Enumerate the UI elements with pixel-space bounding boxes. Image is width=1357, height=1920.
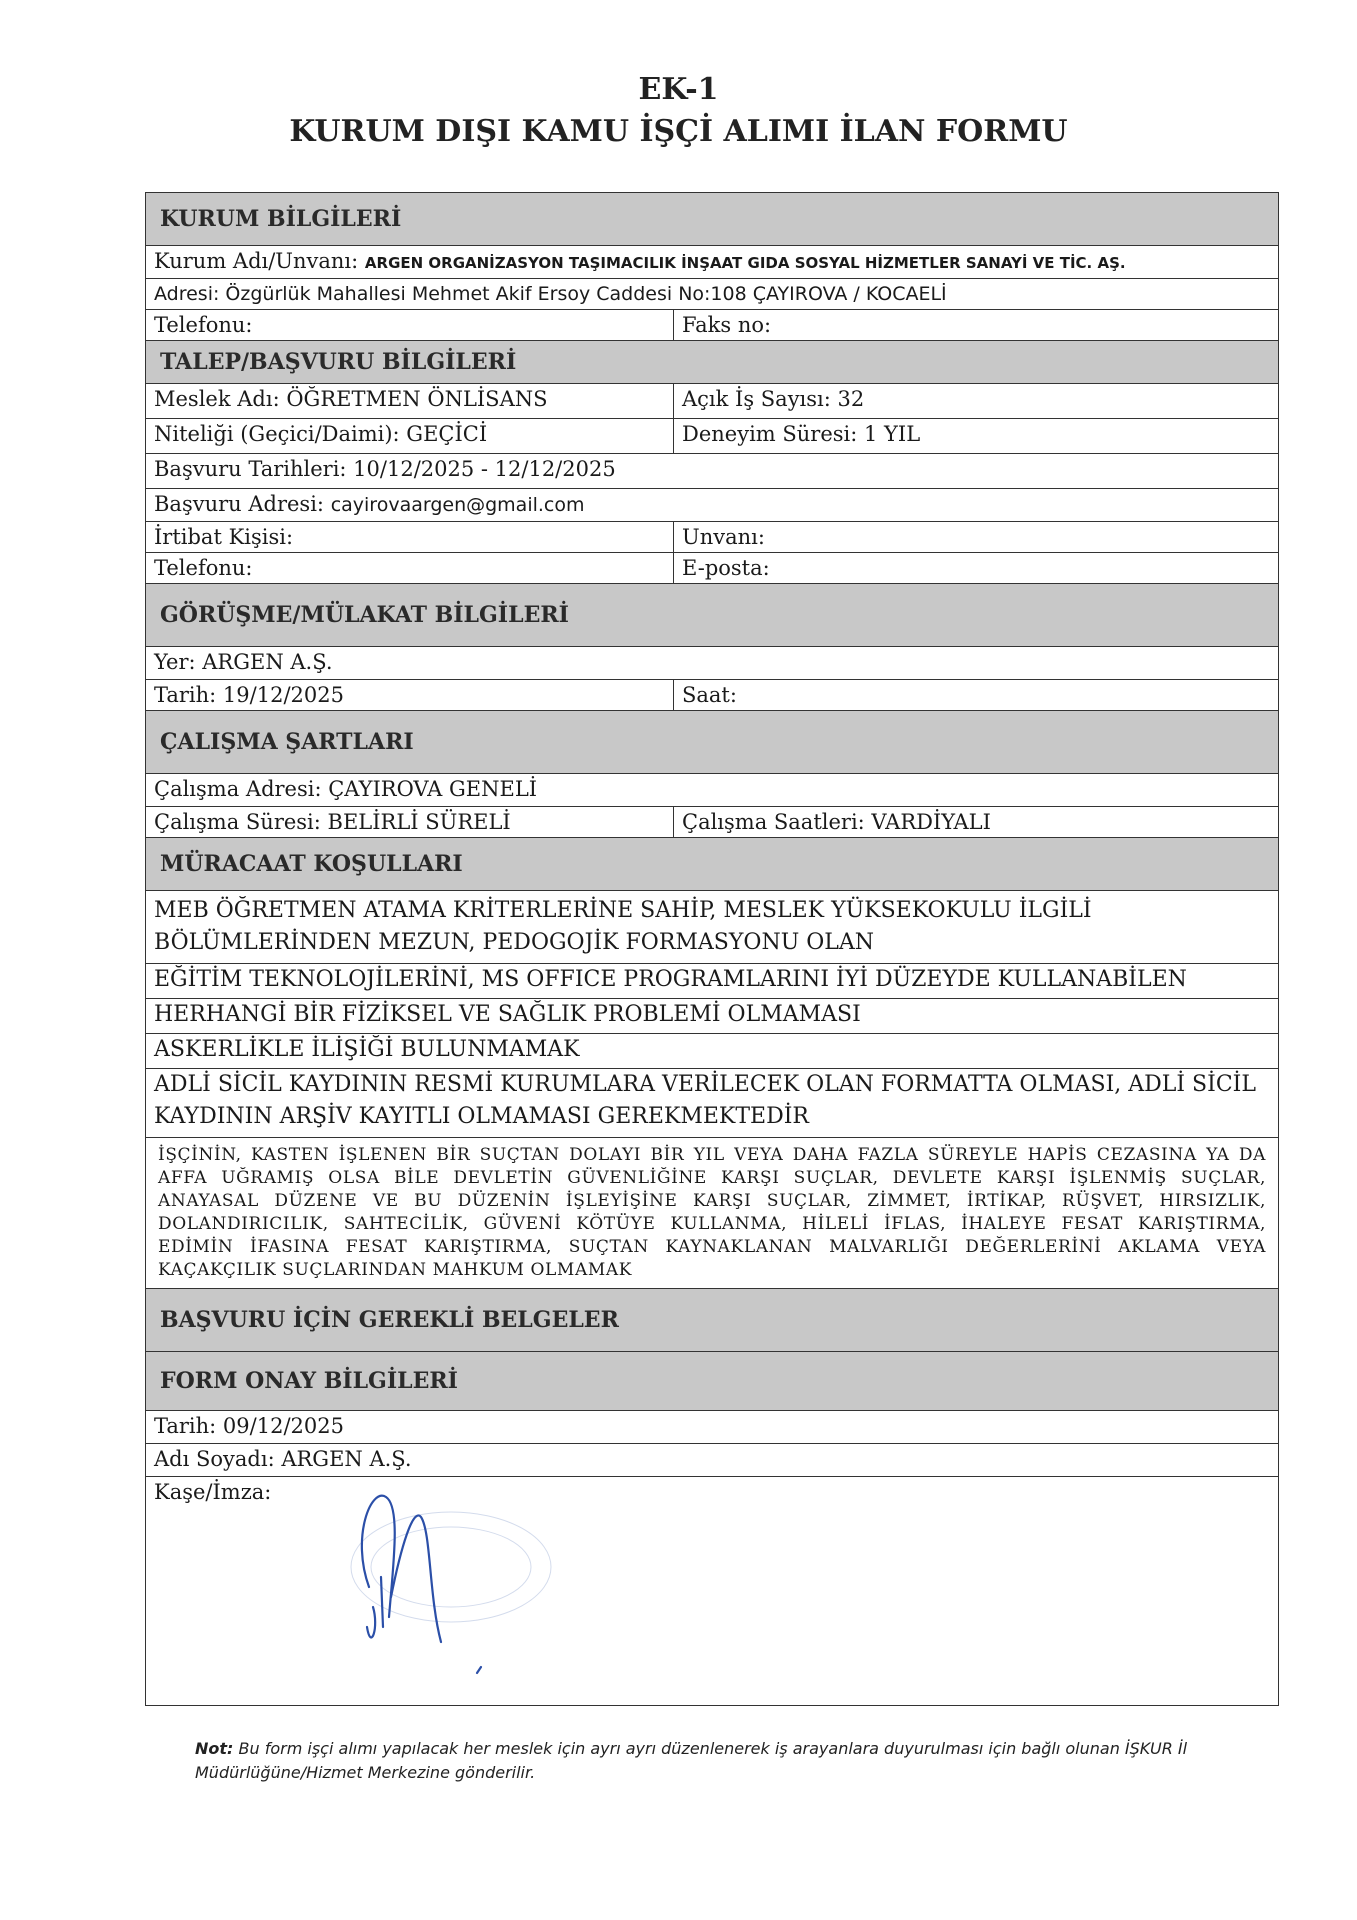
niteligi: Niteliği (Geçici/Daimi): GEÇİCİ [146, 419, 674, 453]
section-gorusme: GÖRÜŞME/MÜLAKAT BİLGİLERİ [146, 583, 1278, 646]
note-text: Bu form işçi alımı yapılacak her meslek için ayrı ayrı düzenlenerek iş arayanlara duyurulması için bağlı olunan İŞKUR İl Müdürlüğüne/Hizmet Merkezine gönderilir. [195, 1739, 1188, 1782]
muracaat-item-5: ADLİ SİCİL KAYDININ RESMİ KURUMLARA VERİLECEK OLAN FORMATTA OLMASI, ADLİ SİCİL KAYDININ ARŞİV KAYITLI OLMAMASI GEREKMEKTEDİR [154, 1072, 1256, 1129]
unvani: Unvanı: [682, 525, 765, 549]
muracaat-row-1 [146, 890, 1278, 963]
deneyim-suresi: Deneyim Süresi: 1 YIL [682, 422, 921, 446]
muracaat-paragraph: İŞÇİNİN, KASTEN İŞLENEN BİR SUÇTAN DOLAYI BİR YIL VEYA DAHA FAZLA SÜREYLE HAPİS CEZASINA YA DA AFFA UĞRAMIŞ OLSA BİLE DEVLETİN GÜVENLİĞİNE KARŞI SUÇLAR, DEVLETE KARŞI İŞLENMİŞ SUÇLAR, ANAYASAL DÜZENE VE BU DÜZENİN İŞLEYİŞİNE KARŞI SUÇLAR, ZİMMET, İRTİKAP, RÜŞVET, HIRSIZLIK, DOLANDIRICILIK, SAHTECİLİK, GÜVENİ KÖTÜYE KULLANMA, HİLELİ İFLAS, İHALEYE FESAT KARIŞTIRMA, EDİMİN İFASINA FESAT KARIŞTIRMA, SUÇTAN KAYNAKLANAN MALVARLIĞI DEĞERLERİNİ AKLAMA VEYA KAÇAKÇILIK SUÇLARINDAN MAHKUM OLMAMAK [158, 1145, 1266, 1280]
application-form [145, 192, 1279, 1706]
gorusme-tarih: Tarih: 19/12/2025 [146, 680, 674, 710]
muracaat-row-3 [146, 998, 1278, 1033]
gorusme-yer: Yer: ARGEN A.Ş. [154, 650, 333, 674]
onay-row-3 [146, 1476, 1278, 1705]
muracaat-row-2 [146, 963, 1278, 998]
onay-row-1 [146, 1410, 1278, 1443]
basvuru-tarihleri: Başvuru Tarihleri: 10/12/2025 - 12/12/2025 [154, 457, 616, 481]
signature-area [146, 1477, 1278, 1705]
footer-note [195, 1737, 1245, 1785]
kurum-name-label: Kurum Adı/Unvanı: [154, 249, 365, 273]
talep-row-2 [146, 418, 1278, 453]
onay-tarih: Tarih: 09/12/2025 [154, 1414, 344, 1438]
basvuru-adresi-label: Başvuru Adresi: [154, 492, 331, 516]
kurum-fax: Faks no: [682, 313, 772, 337]
muracaat-item-3: HERHANGİ BİR FİZİKSEL VE SAĞLIK PROBLEMİ OLMAMASI [154, 1002, 861, 1027]
onay-row-2 [146, 1443, 1278, 1476]
muracaat-item-4: ASKERLİKLE İLİŞİĞİ BULUNMAMAK [154, 1037, 580, 1062]
calisma-adresi: Çalışma Adresi: ÇAYIROVA GENELİ [154, 777, 538, 801]
talep-row-1 [146, 383, 1278, 418]
muracaat-row-4 [146, 1033, 1278, 1068]
section-belgeler: BAŞVURU İÇİN GEREKLİ BELGELER [146, 1288, 1278, 1351]
section-kurum: KURUM BİLGİLERİ [146, 193, 1278, 245]
signature-icon [331, 1477, 611, 1705]
form-code: EK-1 [638, 72, 719, 107]
talep-row-4 [146, 488, 1278, 521]
gorusme-saat: Saat: [682, 683, 737, 707]
calisma-saatleri: Çalışma Saatleri: VARDİYALI [682, 810, 991, 834]
kurum-address: Adresi: Özgürlük Mahallesi Mehmet Akif Ersoy Caddesi No:108 ÇAYIROVA / KOCAELİ [154, 283, 947, 305]
meslek-adi: Meslek Adı: ÖĞRETMEN ÖNLİSANS [146, 384, 674, 418]
onay-adi-soyadi: Adı Soyadı: ARGEN A.Ş. [154, 1447, 412, 1471]
acik-is-sayisi: Açık İş Sayısı: 32 [682, 387, 865, 411]
muracaat-item-2: EĞİTİM TEKNOLOJİLERİNİ, MS OFFICE PROGRAMLARINI İYİ DÜZEYDE KULLANABİLEN [154, 967, 1187, 992]
section-muracaat: MÜRACAAT KOŞULLARI [146, 837, 1278, 890]
calisma-suresi: Çalışma Süresi: BELİRLİ SÜRELİ [146, 807, 674, 837]
muracaat-row-5 [146, 1068, 1278, 1137]
irtibat-telefonu: Telefonu: [146, 553, 674, 583]
kase-imza-label: Kaşe/İmza: [154, 1480, 272, 1504]
gorusme-row-1 [146, 646, 1278, 679]
kurum-phone: Telefonu: [146, 310, 674, 340]
talep-row-3 [146, 453, 1278, 488]
kurum-contact-row [146, 309, 1278, 340]
section-onay: FORM ONAY BİLGİLERİ [146, 1351, 1278, 1410]
muracaat-item-1: MEB ÖĞRETMEN ATAMA KRİTERLERİNE SAHİP, MESLEK YÜKSEKOKULU İLGİLİ BÖLÜMLERİNDEN MEZUN, PEDOGOJİK FORMASYONU OLAN [154, 898, 1092, 955]
section-calisma: ÇALIŞMA ŞARTLARI [146, 710, 1278, 773]
irtibat-kisisi: İrtibat Kişisi: [146, 522, 674, 552]
kurum-name-row [146, 245, 1278, 278]
calisma-row-1 [146, 773, 1278, 806]
gorusme-row-2 [146, 679, 1278, 710]
note-label: Not: [195, 1739, 234, 1758]
basvuru-adresi-value: cayirovaargen@gmail.com [330, 494, 585, 516]
muracaat-row-6 [146, 1137, 1278, 1288]
talep-row-6 [146, 552, 1278, 583]
section-talep: TALEP/BAŞVURU BİLGİLERİ [146, 340, 1278, 383]
irtibat-eposta: E-posta: [682, 556, 770, 580]
kurum-name-value: ARGEN ORGANİZASYON TAŞIMACILIK İNŞAAT GIDA SOSYAL HİZMETLER SANAYİ VE TİC. AŞ. [364, 254, 1126, 272]
kurum-address-row [146, 278, 1278, 309]
talep-row-5 [146, 521, 1278, 552]
form-title: KURUM DIŞI KAMU İŞÇİ ALIMI İLAN FORMU [289, 114, 1068, 149]
calisma-row-2 [146, 806, 1278, 837]
